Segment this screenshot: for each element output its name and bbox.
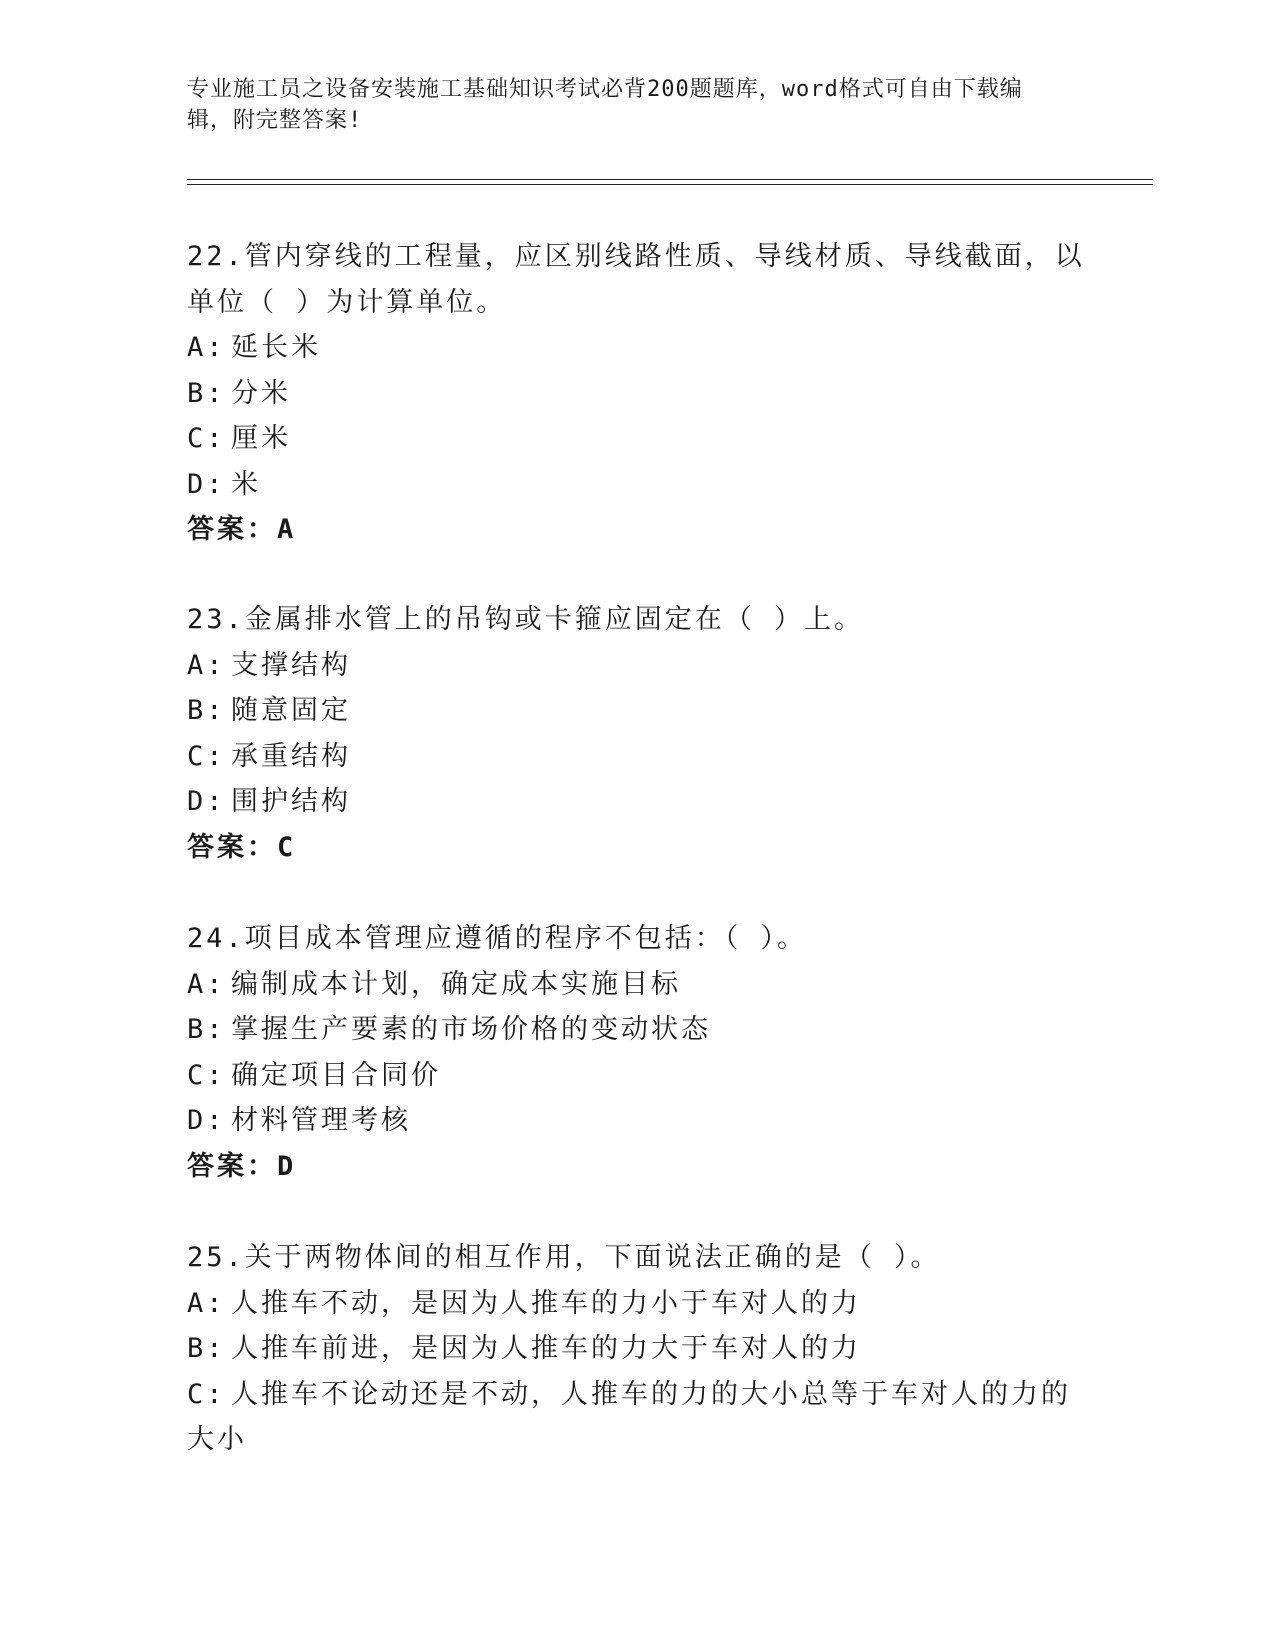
option-text: 围护结构	[231, 786, 351, 817]
option-b	[187, 1007, 1087, 1053]
option-text: 材料管理考核	[231, 1105, 411, 1136]
option-b	[187, 371, 1087, 417]
option-text: 随意固定	[231, 695, 351, 726]
option-letter: A:	[187, 649, 226, 681]
option-letter: C:	[187, 740, 226, 772]
question-23	[187, 597, 1087, 870]
header-divider-top	[187, 179, 1153, 180]
option-a	[187, 1281, 1087, 1327]
option-text: 人推车不论动还是不动，人推车的力的大小总等于车对人的力的大小	[187, 1378, 1071, 1455]
option-text: 延长米	[231, 332, 321, 363]
header-divider-bottom	[187, 184, 1153, 185]
option-letter: A:	[187, 1287, 226, 1319]
option-d	[187, 462, 1087, 508]
question-stem: 22.管内穿线的工程量，应区别线路性质、导线材质、导线截面，以单位（ ）为计算单位。	[187, 241, 1085, 318]
option-letter: D:	[187, 468, 226, 500]
option-d	[187, 779, 1087, 825]
option-letter: A:	[187, 332, 226, 363]
answer-label: 答案：A	[187, 514, 297, 545]
option-letter: D:	[187, 1105, 226, 1136]
option-text: 厘米	[231, 423, 291, 454]
option-letter: B:	[187, 695, 226, 726]
option-text: 人推车不动，是因为人推车的力小于车对人的力	[231, 1287, 861, 1319]
option-text: 掌握生产要素的市场价格的变动状态	[231, 1014, 711, 1045]
option-a	[187, 643, 1087, 689]
answer-label: 答案：C	[187, 831, 297, 863]
option-text: 支撑结构	[231, 649, 351, 681]
option-letter: D:	[187, 786, 226, 817]
option-a	[187, 962, 1087, 1008]
question-stem: 24.项目成本管理应遵循的程序不包括：（ ）。	[187, 923, 808, 954]
option-letter: B:	[187, 1333, 226, 1364]
option-text: 编制成本计划，确定成本实施目标	[231, 968, 681, 1000]
option-c	[187, 1053, 1087, 1099]
option-b	[187, 1326, 1087, 1372]
option-text: 确定项目合同价	[231, 1059, 441, 1091]
option-text: 米	[231, 468, 261, 500]
answer-label: 答案：D	[187, 1150, 297, 1182]
question-25	[187, 1235, 1087, 1463]
question-22	[187, 234, 1087, 553]
option-letter: C:	[187, 1059, 226, 1091]
header-intro-text: 专业施工员之设备安装施工基础知识考试必背200题题库，word格式可自由下载编辑，附完整答案!	[187, 77, 1023, 133]
option-letter: C:	[187, 423, 226, 454]
question-24	[187, 916, 1087, 1189]
option-letter: B:	[187, 1014, 226, 1045]
option-letter: A:	[187, 968, 226, 1000]
option-text: 承重结构	[231, 740, 351, 772]
option-d	[187, 1098, 1087, 1144]
question-stem: 25.关于两物体间的相互作用，下面说法正确的是（ ）。	[187, 1242, 941, 1273]
option-text: 分米	[231, 377, 291, 409]
option-text: 人推车前进，是因为人推车的力大于车对人的力	[231, 1333, 861, 1364]
option-letter: B:	[187, 377, 226, 409]
option-a	[187, 325, 1087, 371]
option-c	[187, 416, 1087, 462]
option-c	[187, 734, 1087, 780]
option-letter: C:	[187, 1378, 226, 1410]
option-c	[187, 1372, 1087, 1463]
document-header	[187, 74, 1067, 136]
option-b	[187, 688, 1087, 734]
question-stem: 23.金属排水管上的吊钩或卡箍应固定在（ ）上。	[187, 604, 865, 635]
